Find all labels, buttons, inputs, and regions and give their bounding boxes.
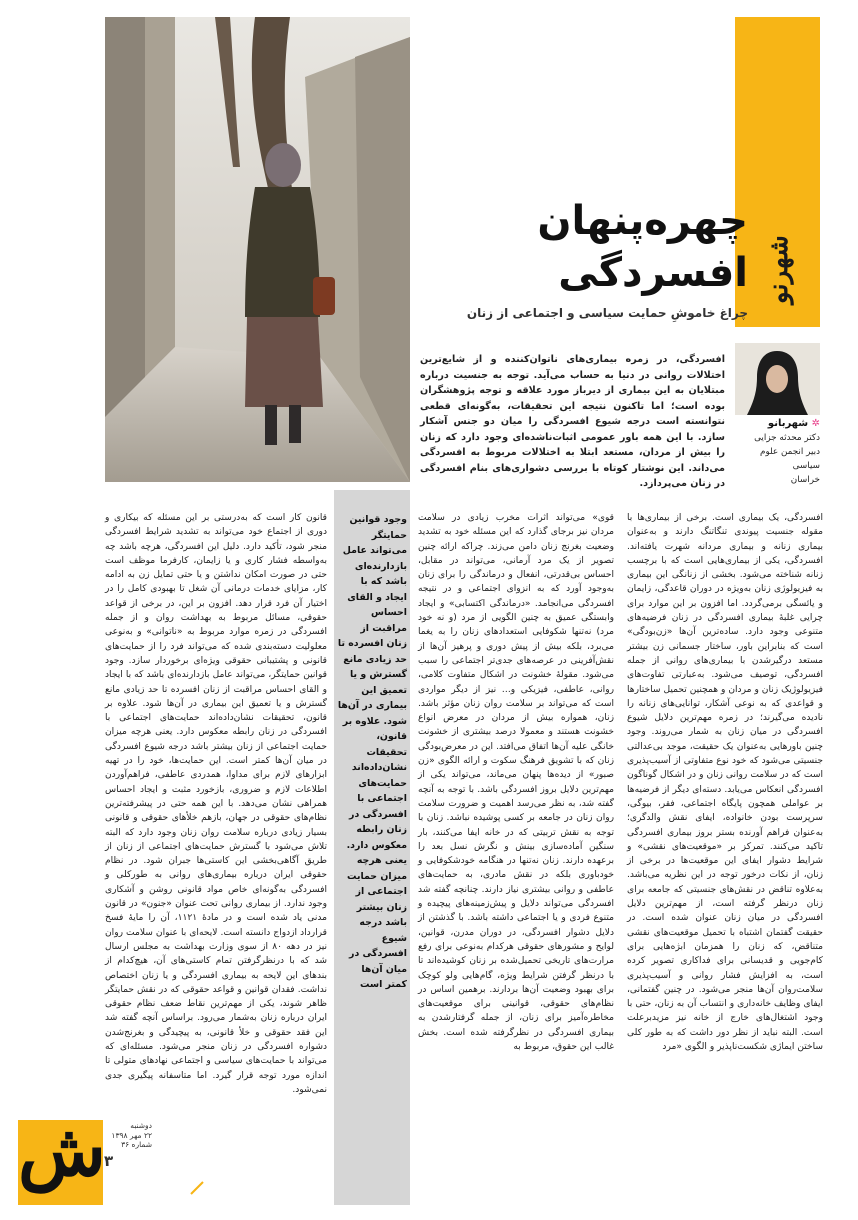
alley-illustration <box>105 17 410 482</box>
author-avatar <box>735 343 820 415</box>
issue-date: ۲۲ مهر ۱۳۹۸ <box>111 1130 152 1140</box>
author-label <box>735 418 820 429</box>
author-role <box>735 431 820 487</box>
brand-logo: شهرنو <box>764 235 794 305</box>
flower-icon: ✲ <box>811 418 820 429</box>
author-role-line-1: دکتر محدثه جزایی <box>754 433 820 443</box>
hero-photo <box>105 17 410 482</box>
article-subtitle: چراغ خاموشِ حمایت سیاسی و اجتماعی از زنان <box>466 306 748 320</box>
pen-icon <box>190 1180 204 1199</box>
page-number: ۳ <box>104 1152 114 1170</box>
issue-day: دوشنبه <box>130 1121 152 1130</box>
article-title <box>448 195 748 299</box>
title-line-2: افسردگی <box>558 250 748 296</box>
author-photo <box>735 343 820 415</box>
body-column-1: افسردگی، یک بیماری است. برخی از بیماری‌ها با مقوله جنسیت پیوندی تنگاتنگ دارند و به‌عنوان بیماری زنانه و بیماری مردانه شهرت یافته‌اند. افسردگی، یکی از بیماری‌هایی است که با برچسب زنانه شناخته می‌شود. بخشی از زنانگی این بیماری به فیزیولوژی زنان به‌ویژه در دوران قاعدگی، زایمان و یائسگی برمی‌گردد. اما افزون بر این موارد برای چرایی غلبهٔ بیماری افسردگی در زنان فرضیه‌های متنوعی وجود دارد. ساده‌ترین آن‌ها «زن‌بودگی» است که بنابراین باور، ساختار جسمانی زن بیشتر مستعد درگیرشدن با بیماری‌های روانی از جمله افسردگی، توصیف می‌شود. به‌عبارتی تفاوت‌های فیزیولوژیک زنان و مردان و همچنین تحمیل ساختارها و قواعدی که به نوعی آشکار، توانایی‌های زنانه را نادیده می‌گیرند؛ در زمره مهم‌ترین دلایل شیوع افسردگی در میان زنان به شمار می‌روند. وجود چنین باورهایی به‌عنوان یک حقیقت، موجد بی‌عدالتی جنسیتی می‌شود که خود نوع متفاوتی از آسیب‌پذیری است که در سلامت روانی زنان و در اشکال گوناگون افسردگی انعکاس می‌یابد. دسته‌ای دیگر از فرضیه‌ها بر عواملی همچون پایگاه اجتماعی، فقر، بیوگی، سرپرست بودن خانواده، ایفای نقش والدگری؛ به‌عنوان فراهم آورنده بستر بروز بیماری افسردگی تاکید می‌کنند. تمرکز بر «موقعیت‌های نقشی» و شرایط دشوار ایفای این موقعیت‌ها در برخی از زنان، از نکات درخور توجه در این نظریه می‌باشد. به‌علاوه تناقض در نقش‌های جنسیتی که جامعه برای زنان درنظر گرفته است، از مهم‌ترین دلایل افسردگی در میان زنان عنوان شده است. در حقیقت گفتمان اشتباه با تحمیل موقعیت‌های نقشی متناقض، که زنان را همزمان ابژه‌هایی برای کام‌جویی و قدیسانی برای فداکاری تصویر کرده است، به افزایش فشار روانی و آسیب‌پذیری سلامت‌روان آن‌ها منجر می‌شود. در چنین گفتمانی، ایفای وظایف خانه‌داری و انتساب آن به زنان، حتی با وجود اشتغال‌های خارج از خانه نیز مزیدبرعلت است. البته نباید از نظر دور داشت که به طور کلی ساختن ایماژی شکست‌ناپذیر و الگوی «مرد <box>627 513 823 1052</box>
author-role-line-3: خراسان <box>790 475 820 485</box>
body-column-3: قانون کار است که به‌درستی بر این مسئله که بیکاری و دوری از اجتماع خود می‌تواند به تشدید شرایط افسردگی منجر شود، تأکید دارد. دلیل این افسردگی، هرچه باشد چه به‌واسطه فشار کاری و یا زایمان، کارفرما موظف است حتی در صورت امکان نداشتن و یا حتی تمایل زن به ادامه کار، مزایای خدمات درمانی آن شغل تا بهبودی کامل را در اختیار آن فرد قرار دهد. افزون بر این، در برخی از قواعد حقوقی، مسائل مربوط به بهداشت روان و از جمله افسردگی در زمره موارد مربوط به «ناتوانی» و به‌نوعی معلولیت دسته‌بندی شده که می‌تواند فرد را از حمایت‌های قانونی و پشتیبانی حقوقی ویژه‌ای برخوردار سازد. وجود قوانین حمایتگر، می‌تواند عامل بازدارنده‌ای باشد که با ایجاد و القای احساس مراقبت از زنان افسرده تا حد زیادی مانع گسترش و یا تعمیق این بیماری در آن‌ها شود. علاوه بر قانون، تحقیقات نشان‌داده‌اند حمایت‌های اجتماعی با افسردگی در زنان رابطه معکوس دارد. یعنی هرچه میزان حمایت اجتماعی از زنان بیشتر باشد درجه شیوع افسردگی در میان آن‌ها کمتر است. این حمایت‌ها، خود را در تهیه ابزارهای لازم برای مداوا، همدردی عاطفی، فراهم‌آوردن اطلاعات لازم و ضروری، بازخورد مثبت و ایجاد احساس همراهی نشان می‌دهد. با این همه حتی در پیشرفته‌ترین نظام‌های حقوقی در جهان، بازهم خلأهای حقوقی و قانونی بسیار زیادی درباره سلامت روان زنان وجود دارد که البته تلاش می‌شود با گسترش حمایت‌های اجتماعی از زنان از طریق آگاهی‌بخشی این کاستی‌ها جبران شود. در نظام حقوقی ایران درباره بیماری‌های روانی به طورکلی و افسردگی به‌گونه‌ای خاص مواد قانونی روشن و آشکاری وجود ندارد. از بیماری روانی تحت عنوان «جنون» در قانون مدنی یاد شده است و در مادهٔ ۱۱۲۱، آن را مایهٔ فسخ قرارداد ازدواج دانسته است. لایحه‌ای با عنوان سلامت روان نیز در دهه ۸۰ از سوی وزارت بهداشت به مجلس ارسال شد که با درنظرگرفتن تمام کاستی‌های آن، هیچ‌کدام از بندهای این لایحه به بیماری افسردگی و یا زنان اختصاص نداشت. فقدان قوانین و قواعد حقوقی که در نقش حمایتگر ظاهر شوند، یکی از مهم‌ترین نقاط ضعف نظام حقوقی ایران درباره زنان به‌شمار می‌رود. براساس آنچه گفته شد این فقد حقوقی و خلأ قانونی، به پیچیدگی و بغرنج‌شدن دشواره افسردگی در زنان منجر می‌شود. مسئله‌ای که می‌تواند با حمایت‌های سیاسی و اجتماعی نهادهای متولی تا اندازه مورد توجه قرار گیرد. اما متاسفانه پیگیری جدی نمی‌شود. <box>105 513 327 1095</box>
title-line-1: چهره‌پنهان <box>537 198 748 244</box>
author-role-line-2: دبیر انجمن علوم سیاسی <box>760 447 820 471</box>
pull-quote: وجود قوانین حمایتگر می‌تواند عامل بازدارنده‌ای باشد که با ایجاد و القای احساس مراقبت از زنان افسرده تا حد زیادی مانع گسترش و یا تعمیق این بیماری در آن‌ها شود. علاوه بر قانون، تحقیقات نشان‌داده‌اند حمایت‌های اجتماعی با افسردگی در زنان رابطه معکوس دارد. یعنی هرچه میزان حمایت اجتماعی از زنان بیشتر باشد درجه شیوع افسردگی در میان آن‌ها کمتر است <box>337 514 407 990</box>
issue-info <box>104 1121 152 1150</box>
body-column-2: قوی» می‌تواند اثرات مخرب زیادی در سلامت مردان نیز برجای گذارد که این مسئله خود به تشدید وضعیت بغرنج زنان دامن می‌زند. چراکه ارائه چنین تصویر از یک مرد آرمانی، می‌تواند در مقابل، احساس بی‌قدرتی، انفعال و درماندگی را برای زنان به‌وجود آورد که به انزوای اجتماعی و در نتیجه افسردگی می‌انجامد. «درماندگی اکتسابی» و ایجاد وابستگی عمیق به چنین الگویی از مرد (و نه خود مرد) نه‌تنها شکوفایی استعدادهای زنان را به یغما می‌برد، بلکه بیش از پیش دوری و پرهیز آن‌ها از نقش‌آفرینی در عرصه‌های جدی‌تر اجتماعی را سبب می‌شود. مقولهٔ خشونت در اشکال متفاوت کلامی، روانی، عاطفی، فیزیکی و… نیز از دیگر مواردی است که می‌تواند بر سلامت روان زنان مؤثر باشد. زنان، همواره بیش از مردان در معرض انواع خشونت هستند و معمولا درصد بیشتری از خشونت خانگی علیه آن‌ها اتفاق می‌افتد. این در معرض‌بودگی زنان که با تشویق فرهنگ سکوت و ارائه الگوی «زن صبور» از دیده‌ها پنهان می‌ماند، می‌تواند یکی از مهم‌ترین دلایل بروز افسردگی باشد. با توجه به آنچه گفته شد، به نظر می‌رسد اهمیت و ضرورت سلامت روان زنان در جامعه بر کسی پوشیده نباشد. زنان با توجه به نقش تربیتی که در خانه ایفا می‌کنند، بار سنگین آماده‌سازی بینش و نگرش نسل بعد را برعهده دارند. زنان نه‌تنها در هنگامه خودشکوفایی و خودباوری بلکه در نقش مادری، به حمایت‌های عاطفی و روانی بیشتری نیاز دارند. چنانچه گفته شد افسردگی می‌تواند دلایل و پیش‌زمینه‌های پیچیده و متنوع فردی و یا اجتماعی داشته باشد. با گذشتن از دلایل دشوار افسردگی، در دوران مدرن، قوانین، لوایح و مشورهای حقوقی هرکدام به‌نوعی برای رفع مرارت‌های تاریخی تحمیل‌شده بر زنان کوشیده‌اند تا با درنظر گرفتن شرایط ویژه، گام‌هایی ولو کوچک برای بهبود وضعیت آن‌ها بردارند. برهمین اساس در نظام‌های حقوقی، قوانینی برای موقعیت‌های مخاطره‌آمیز برای زنان، از جمله گرفتارشدن به بیماری افسردگی در نظرگرفته شده است. بخش غالب این حقوق، مربوط به <box>418 513 614 1052</box>
footer-brand-glyph: ش <box>18 1107 106 1192</box>
issue-number: شماره ۳۶ <box>121 1140 152 1149</box>
article-lead: افسردگی، در زمره بیماری‌های ناتوان‌کننده و از شایع‌ترین اختلالات روانی در دنیا به حساب می‌آید. توجه به جنسیت درباره مبتلایان به این بیماری از دیرباز مورد علاقه و توجه پژوهشگران بوده است؛ اما تاکنون نتیجه این تحقیقات، به‌گونه‌ای قطعی نتوانسته است درجه شیوع افسردگی را میان دو جنس آشکار سازد. با این همه باور عمومی اثبات‌ناشده‌ای وجود دارد که زنان را بیش از مردان، مستعد ابتلا به اختلالات مربوط به افسردگی می‌داند. این نوشتار کوتاه با بررسی دشواری‌های بنام افسردگی در زنان می‌پردازد. <box>420 354 725 489</box>
author-name: شهربانو <box>767 418 809 429</box>
